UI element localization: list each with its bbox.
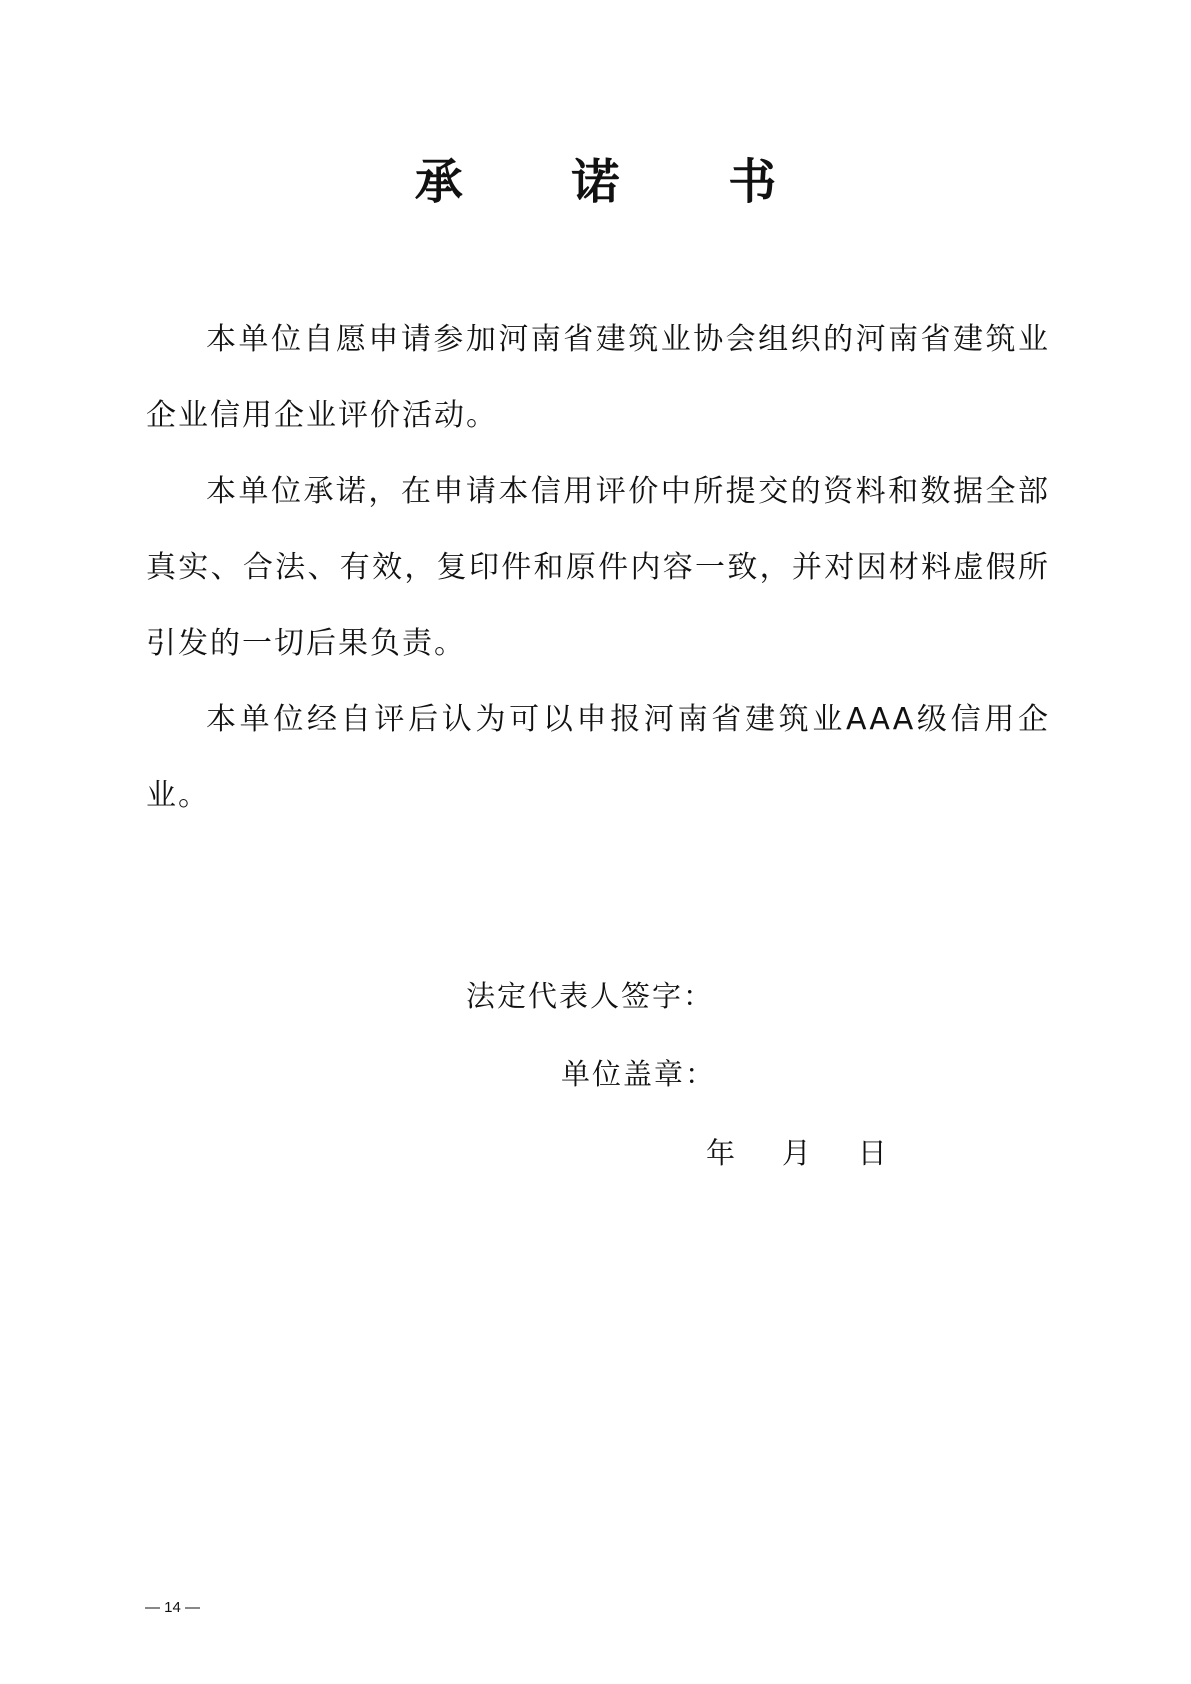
document-body — [146, 302, 1050, 834]
unit-seal-label: 单位盖章： — [561, 1057, 717, 1091]
page-number: — 14 — — [145, 1599, 201, 1616]
paragraph-application: 本单位自愿申请参加河南省建筑业协会组织的河南省建筑业企业信用企业评价活动。 — [146, 322, 1050, 433]
legal-representative-signature-label: 法定代表人签字： — [466, 979, 715, 1013]
document-title: 承 诺 书 — [414, 154, 823, 210]
date-line: 年 月 日 — [706, 1136, 889, 1170]
paragraph-commitment: 本单位承诺，在申请本信用评价中所提交的资料和数据全部真实、合法、有效，复印件和原件内容一致，并对因材料虚假所引发的一切后果负责。 — [146, 474, 1050, 661]
paragraph-self-evaluation: 本单位经自评后认为可以申报河南省建筑业AAA级信用企业。 — [146, 702, 1050, 813]
